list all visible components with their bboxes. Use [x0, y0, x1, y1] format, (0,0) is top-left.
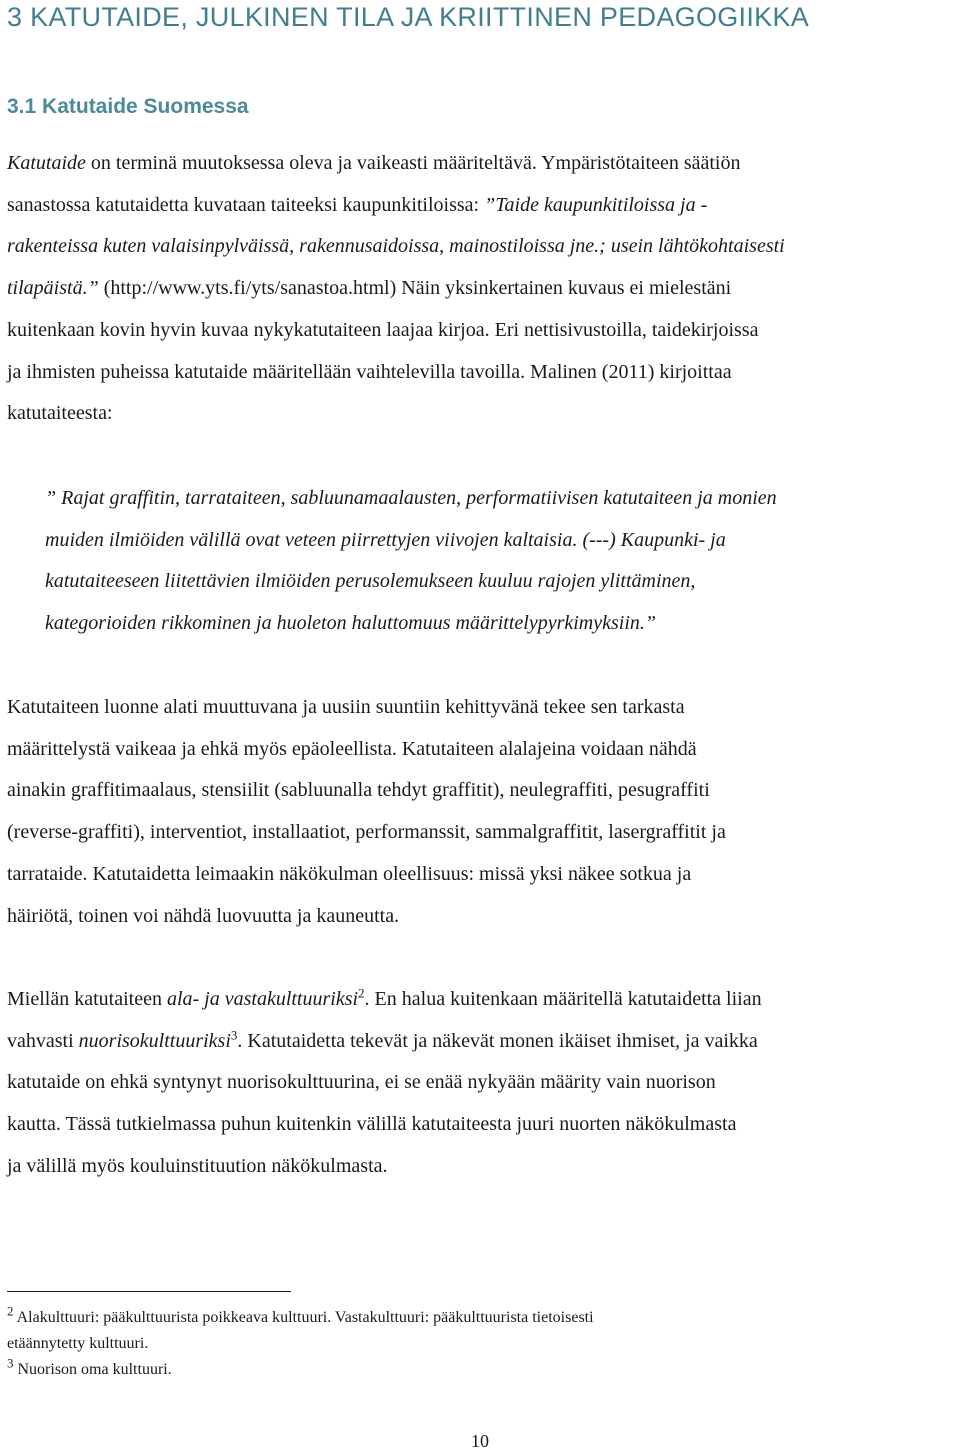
quote-line-2: muiden ilmiöiden välillä ovat veteen piirrettyjen viivojen kaltaisia. (---) Kaupunki- ja	[45, 528, 726, 551]
footnote-2	[7, 1305, 907, 1331]
footnotes	[7, 1305, 907, 1383]
section-heading: 3.1 Katutaide Suomessa	[7, 95, 249, 118]
footnote-ref-3[interactable]: 3	[230, 1027, 238, 1043]
paragraph-2	[7, 687, 957, 937]
paragraph-2-line-5: tarrataide. Katutaidetta leimaakin näkökulman oleellisuus: missä yksi näkee sotkua ja	[7, 862, 692, 885]
footnote-3-text: Nuorison oma kulttuuri.	[13, 1361, 172, 1378]
text-span: sanastossa katutaidetta kuvataan taiteeksi kaupunkitiloissa:	[7, 193, 485, 216]
text-span: . En halua kuitenkaan määritellä katutaidetta liian	[364, 988, 762, 1010]
quote-line-4: kategorioiden rikkominen ja huoleton haluttomuus määrittelypyrkimyksiin.”	[45, 612, 657, 635]
quote-line-1: ” Rajat graffitin, tarrataiteen, sabluunamaalausten, performatiivisen katutaiteen ja monien	[45, 487, 777, 509]
chapter-heading: 3 KATUTAIDE, JULKINEN TILA JA KRIITTINEN PEDAGOGIIKKA	[7, 2, 810, 32]
paragraph-1-line-4	[7, 268, 957, 310]
footnote-ref-2[interactable]: 2	[358, 985, 365, 1001]
paragraph-3-line-2	[7, 1021, 957, 1063]
footnote-3	[7, 1357, 907, 1383]
footnote-number-3: 3	[7, 1355, 14, 1371]
quote-line-3: katutaiteeseen liitettävien ilmiöiden perusolemukseen kuuluu rajojen ylittäminen,	[45, 570, 696, 593]
paragraph-3-line-1	[7, 979, 957, 1021]
term-katutaide: Katutaide	[7, 152, 86, 174]
paragraph-2-line-6: häiriötä, toinen voi nähdä luovuutta ja kauneutta.	[7, 904, 400, 927]
paragraph-2-line-2: määrittelystä vaikeaa ja ehkä myös epäoleellista. Katutaiteen alalajeina voidaan nähdä	[7, 737, 697, 760]
paragraph-1-line-7: katutaiteesta:	[7, 402, 113, 425]
text-span: (http://www.yts.fi/yts/sanastoa.html) Näin yksinkertainen kuvaus ei mielestäni	[98, 277, 732, 300]
paragraph-2-line-3: ainakin graffitimaalaus, stensiilit (sabluunalla tehdyt graffitit), neulegraffiti, pesugraffiti	[7, 779, 710, 802]
footnote-2-continued: etäännytetty kulttuuri.	[7, 1335, 149, 1352]
paragraph-1-line-6: ja ihmisten puheissa katutaide määritellään vaihtelevilla tavoilla. Malinen (2011) kirjoittaa	[7, 360, 732, 383]
term-ala-ja-vastakulttuuri: ala- ja vastakulttuuriksi	[166, 988, 359, 1010]
paragraph-3-line-5: ja välillä myös kouluinstituution näkökulmasta.	[7, 1154, 388, 1177]
footnote-2-text: Alakulttuuri: pääkulttuurista poikkeava kulttuuri. Vastakulttuuri: pääkulttuurista tietoisesti	[13, 1309, 594, 1326]
paragraph-2-line-4: (reverse-graffiti), interventiot, installaatiot, performanssit, sammalgraffitit, lasergraffitit ja	[7, 821, 726, 844]
block-quote	[45, 478, 957, 645]
paragraph-1-line-2	[7, 185, 957, 227]
footnote-number-2: 2	[7, 1303, 14, 1319]
paragraph-2-line-1: Katutaiteen luonne alati muuttuvana ja uusiin suuntiin kehittyvänä tekee sen tarkasta	[7, 696, 685, 718]
footnote-divider	[7, 1291, 291, 1292]
paragraph-3-line-3: katutaide on ehkä syntynyt nuorisokulttuurina, ei se enää nykyään määrity vain nuorison	[7, 1071, 716, 1094]
inline-quote: ”Taide kaupunkitiloissa ja -	[484, 193, 708, 216]
paragraph-1	[7, 143, 957, 435]
paragraph-1-line-3: rakenteissa kuten valaisinpylväissä, rakennusaidoissa, mainostiloissa jne.; usein lähtökohtaisesti	[7, 235, 785, 258]
term-nuorisokulttuuri: nuorisokulttuuriksi	[78, 1029, 231, 1052]
text-span: vahvasti	[7, 1029, 79, 1052]
paragraph-1-line-5: kuitenkaan kovin hyvin kuvaa nykykatutaiteen laajaa kirjoa. Eri nettisivustoilla, taidekirjoissa	[7, 318, 759, 341]
inline-quote: tilapäistä.”	[7, 277, 99, 300]
paragraph-3-line-4: kautta. Tässä tutkielmassa puhun kuitenkin välillä katutaiteesta juuri nuorten näkökulmasta	[7, 1113, 737, 1136]
paragraph-1-line-1	[7, 143, 957, 185]
page-number: 10	[471, 1431, 489, 1451]
text-span: Miellän katutaiteen	[7, 988, 167, 1010]
text-span: on terminä muutoksessa oleva ja vaikeasti määriteltävä. Ympäristötaiteen säätiön	[85, 152, 741, 174]
text-span: . Katutaidetta tekevät ja näkevät monen ikäiset ihmiset, ja vaikka	[237, 1029, 758, 1052]
paragraph-3	[7, 979, 957, 1188]
